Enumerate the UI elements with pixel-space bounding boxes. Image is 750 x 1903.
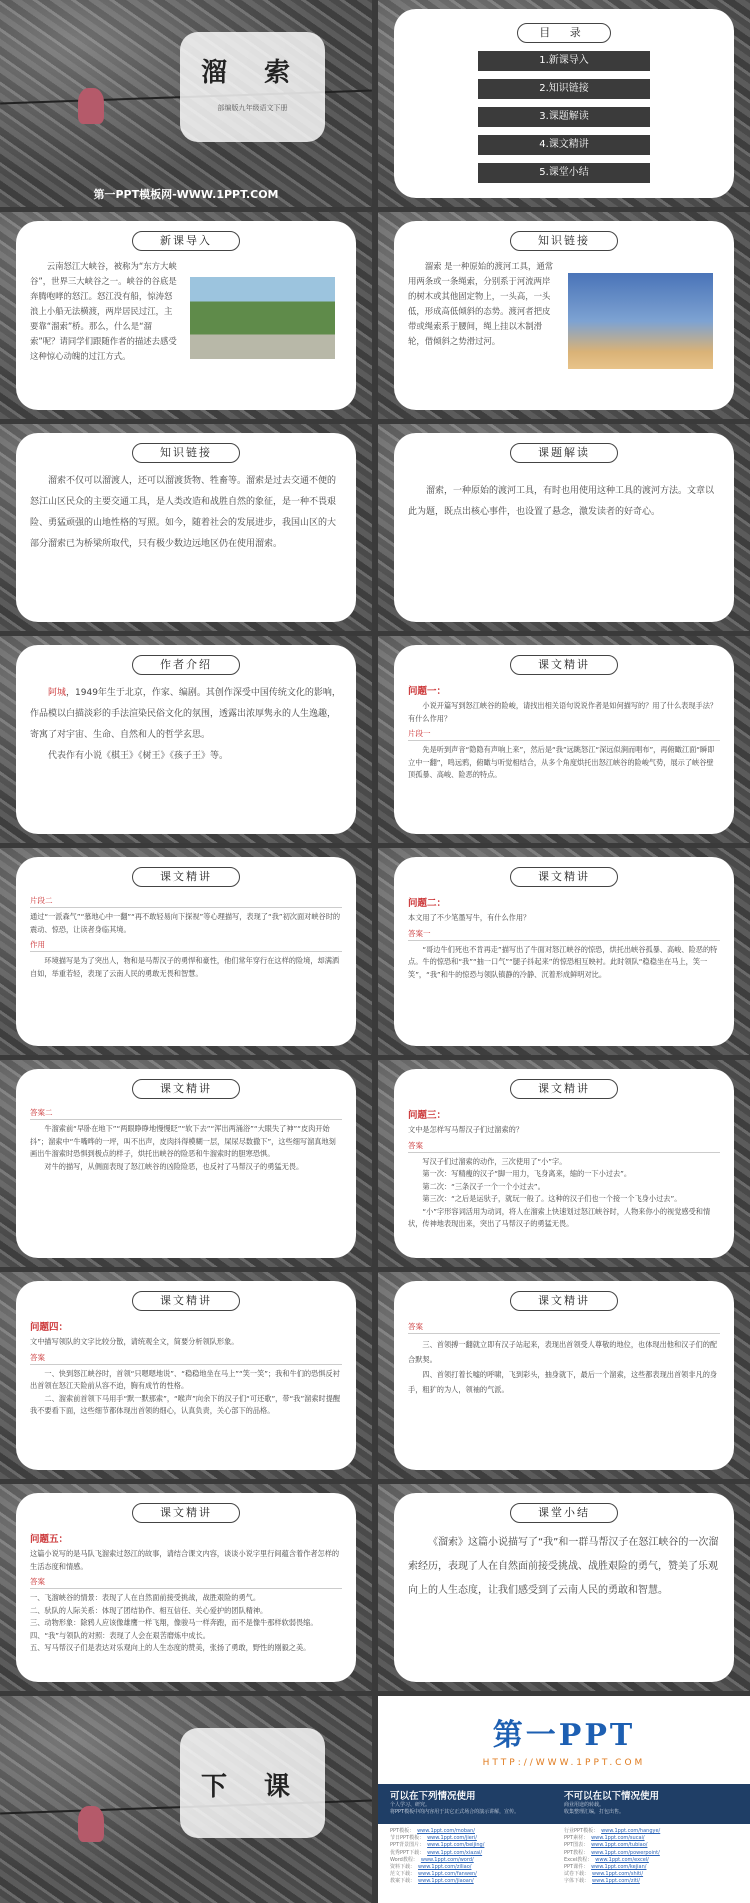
ad-right-link-label: PPT课件： — [564, 1864, 589, 1871]
author-bio: ，1949年生于北京，作家、编剧。其创作深受中国传统文化的影响，作品模以白描淡彩的手法渲染民俗文化的氛围，透露出浓厚隽永的人生逸趣，寄寓了对宇宙、生命、自然和人的哲学玄思。 — [30, 688, 341, 740]
ad-usage-band — [378, 1784, 750, 1824]
ad-right-link[interactable]: www.1ppt.com/ziti/ — [592, 1878, 640, 1885]
slide-lesson-7[interactable] — [378, 1272, 750, 1479]
lesson5-summary: “小”字形容词活用为动词，将人在溜索上快速划过怒江峡谷时，人物来你小的视觉感受和情状，传神地表现出来，突出了马帮汉子的勇猛无畏。 — [408, 1206, 711, 1228]
ad-right-link-row — [564, 1878, 738, 1885]
ad-can-title: 可以在下列情况使用 — [390, 1791, 476, 1802]
ad-links — [378, 1824, 750, 1890]
lesson3-answer: “哥边牛们死也不肯再走”描写出了牛面对怒江峡谷的惊恐，烘托出峡谷孤暴、高峻、险恶的特点。牛的惊恐和“我”“抽一口气”“腿子抖起来”的惊恐相互映衬。此时领队“稳稳坐在马上，笑一笑”，“我”和牛的惊恐与领队镇静的冷静、沉着形成鲜明对比。 — [408, 944, 718, 979]
ad-left-link-label: 节日PPT模板： — [390, 1835, 425, 1842]
slide-intro[interactable] — [0, 212, 372, 419]
knowledge1-text: 溜索 是一种原始的渡河工具，通常用两条或一条绳索，分别系于河流两岸的树木或其他固定物上，一头高，一头低，形成高低倾斜的态势。渡河者把皮带或绳索系于腰间，绳上挂以木制滑轮，借倾斜之势滑过河。 — [408, 261, 554, 346]
lesson2-answer: 通过“一派森气”“慕地心中一翻”“再不敢轻易向下探视”等心理描写，表现了“我”初次面对峡谷时的震动、惊恐，让读者身临其境。 — [30, 912, 341, 934]
lesson8-line-4: 四、“我”与领队的对照：表现了人会在艰苦磨炼中成长。 — [30, 1630, 210, 1640]
ad-right-link[interactable]: www.1ppt.com/shiti/ — [592, 1871, 644, 1878]
ad-right-link-label: 行业PPT模板： — [564, 1828, 599, 1834]
lesson4-title: 课文精讲 — [132, 1079, 240, 1099]
ad-cannot-title: 不可以在以下情况使用 — [564, 1791, 660, 1802]
ad-left-link[interactable]: www.1ppt.com/word/ — [420, 1856, 474, 1863]
ad-cannot-block — [564, 1788, 738, 1820]
lesson6-title: 课文精讲 — [132, 1291, 240, 1311]
ad-links-left — [390, 1828, 564, 1886]
ad-left-link-label: 资料下载： — [390, 1864, 416, 1871]
lesson5-line-4: 第三次：“之后是运驮子，就玩一般了。这种的汉子们也一个接一个飞身小过去”。 — [422, 1194, 682, 1203]
lesson3-card — [394, 857, 734, 1046]
lesson7-answer-label: 答案 — [408, 1321, 720, 1334]
ad-right-link-label: PPT图表： — [564, 1842, 589, 1849]
lesson2-effect-label: 作用 — [30, 939, 342, 952]
slide-ending[interactable] — [0, 1696, 372, 1903]
intro-text: 云南怒江大峡谷，被称为“东方大峡谷”，世界三大峡谷之一。峡谷的谷底是奔腾咆哮的怒江。怒江没有船，惊涛怒浪上小船无法横渡，两岸居民过江，主要靠“溜索”桥。那么，什么是“溜索”呢？请同学们跟随作者的描述去感受这种惊心动魄的过江方式。 — [30, 261, 177, 361]
lesson5-card — [394, 1069, 734, 1258]
lesson3-question-label: 问题二： — [408, 898, 447, 909]
canyon-photo — [190, 277, 335, 359]
slide-lesson-3[interactable] — [378, 848, 750, 1055]
lesson6-card — [16, 1281, 356, 1470]
ad-logo-text: 第一PPT — [492, 1718, 636, 1753]
ad-left-link-row — [390, 1878, 564, 1885]
ad-left-link-row — [390, 1842, 564, 1849]
ad-cannot-line-2: 收集整理汇编，打包出售。 — [564, 1809, 625, 1815]
ad-right-link-label: PPT教程： — [564, 1849, 589, 1856]
ad-left-link-row — [390, 1871, 564, 1878]
slide-summary[interactable] — [378, 1484, 750, 1691]
ad-left-link-label: PPT背景图片： — [390, 1842, 425, 1849]
slide-topic[interactable] — [378, 424, 750, 631]
author-name: 阿城 — [48, 688, 67, 698]
author-card — [16, 645, 356, 834]
ad-cannot-line-1: 商业用途的转载。 — [564, 1802, 605, 1808]
toc-item-4[interactable]: 4.课文精讲 — [478, 135, 650, 155]
lesson4-answer-label: 答案二 — [30, 1107, 342, 1120]
ad-left-link[interactable]: www.1ppt.com/jiaoan/ — [418, 1878, 474, 1885]
slide-lesson-6[interactable] — [0, 1272, 372, 1479]
ending-title-box — [180, 1728, 325, 1838]
ad-right-link[interactable]: www.1ppt.com/excel/ — [595, 1856, 649, 1863]
slide-toc[interactable] — [378, 0, 750, 207]
lesson6-answer-1: 一、快到怒江峡谷时，首领“只嗯嗯地说”、“稳稳地坐在马上”“笑一笑”；我和牛们的恐惧反衬出首领在怒江天险前从容不迫，胸有成竹的性格。 — [30, 1368, 340, 1390]
ad-can-line-1: 个人学习、研究。 — [390, 1802, 431, 1808]
lesson8-question: 这篇小说写的是马队飞溜索过怒江的故事，请结合课文内容，谈谈小说字里行间蕴含着作者怎样的生活态度和情感。 — [30, 1549, 340, 1571]
ad-right-link[interactable]: www.1ppt.com/hangye/ — [601, 1828, 661, 1834]
slide-lesson-8[interactable] — [0, 1484, 372, 1691]
author-title: 作者介绍 — [132, 655, 240, 675]
lesson3-question: 本文用了不少笔墨写牛，有什么作用？ — [408, 913, 531, 922]
ad-left-link[interactable]: www.1ppt.com/ziliao/ — [418, 1864, 472, 1871]
person-figure — [78, 88, 104, 124]
ad-right-link[interactable]: www.1ppt.com/kejian/ — [591, 1864, 647, 1871]
lesson1-title: 课文精讲 — [510, 655, 618, 675]
lesson2-answer-label: 片段二 — [30, 895, 342, 908]
ad-left-link-row — [390, 1850, 564, 1857]
lesson8-card — [16, 1493, 356, 1682]
ad-left-link[interactable]: www.1ppt.com/fanwen/ — [418, 1871, 477, 1878]
lesson6-question: 文中描写领队的文字比较分散，请统观全文，简要分析领队形象。 — [30, 1337, 239, 1346]
ad-right-link-label: 试卷下载： — [564, 1871, 590, 1878]
toc-item-5[interactable]: 5.课堂小结 — [478, 163, 650, 183]
summary-card — [394, 1493, 734, 1682]
knowledge1-title: 知识链接 — [510, 231, 618, 251]
ad-right-link-row — [564, 1850, 738, 1857]
ad-left-link-row — [390, 1864, 564, 1871]
ending-title: 下 课 — [200, 1772, 305, 1802]
ad-right-link[interactable]: www.1ppt.com/tubiao/ — [591, 1842, 648, 1849]
lesson8-title: 课文精讲 — [132, 1503, 240, 1523]
slide-lesson-1[interactable] — [378, 636, 750, 843]
ad-left-link[interactable]: www.1ppt.com/beijing/ — [427, 1842, 485, 1849]
ad-left-link-label: 范文下载： — [390, 1871, 416, 1878]
lesson2-card — [16, 857, 356, 1046]
topic-card — [394, 433, 734, 622]
slide-lesson-5[interactable] — [378, 1060, 750, 1267]
lesson1-answer: 先是听到声音“隐隐有声响上来”，然后是“我”远眺怒江“深远似涧而唱布”，再俯瞰江面“瞬即立中一翻”，鸣远鸦，俯瞰与听觉相结合，从多个角度烘托出怒江峡谷的险峻气势，展示了峡谷壁顶孤暴、高峻、险恶的特点。 — [408, 745, 715, 779]
intro-title: 新课导入 — [132, 231, 240, 251]
lesson8-line-2: 二、驮队的人际关系：体现了团结协作、相互信任、关心爱护的团队精神。 — [30, 1605, 268, 1615]
lesson5-line-3: 第二次：“三条汉子一个一个小过去”。 — [422, 1181, 545, 1191]
ad-right-link[interactable]: www.1ppt.com/sucai/ — [591, 1835, 645, 1842]
summary-title: 课堂小结 — [510, 1503, 618, 1523]
lesson6-answer-2: 二、溜索前首领下马用手“默一默那索”，“喉声”向余下的汉子们“可还歌”，带“我”溜索时提醒我不要看下面，这些细节都体现出首领的细心，认真负责，关心部下的品格。 — [30, 1393, 341, 1415]
lesson7-answer-2: 四、首领打着长嘘的呼啸，飞到彩头，抽身就下，最后一个溜索，这些都表现出首领非凡的身手，粗犷的为人，领袖的气派。 — [408, 1370, 718, 1394]
toc-item-3[interactable]: 3.课题解读 — [478, 107, 650, 127]
lesson5-title: 课文精讲 — [510, 1079, 618, 1099]
ad-left-link-label: Word教程： — [390, 1856, 418, 1863]
knowledge2-text: 溜索不仅可以溜渡人，还可以溜渡货物、牲畜等。溜索是过去交通不便的怒江山区民众的主要交通工具，是人类改造和战胜自然的象征，是一种不畏艰险、勇猛顽强的山地性格的写照。如今，随着社会的发展进步，我国山区的大部分溜索已为桥梁所取代，只有极少数边远地区仍在使用溜索。 — [30, 476, 337, 549]
lesson2-effect: 环境描写是为了突出人，物和是马帮汉子的勇悍和豪性，他们常年穿行在这样的险境，却满洒自如，举重若轻，表现了云南人民的勇敢无畏和智慧。 — [30, 956, 340, 978]
ad-left-link-label: PPT模板： — [390, 1828, 415, 1834]
lesson5-line-2: 第一次：写精瘦的汉子“脚一用力，飞身离来，缩的一下小过去”。 — [422, 1169, 632, 1178]
author-works: 代表作有小说《棋王》《树王》《孩子王》等。 — [48, 751, 229, 761]
slide-knowledge-2[interactable] — [0, 424, 372, 631]
knowledge2-card — [16, 433, 356, 622]
ad-can-line-2: 将PPT模板中的内容用于其它正式场合的演示讲解，宣传。 — [390, 1809, 520, 1815]
ad-left-link[interactable]: www.1ppt.com/xiazai/ — [427, 1849, 483, 1856]
ad-left-link-label: 优秀PPT下载： — [390, 1849, 425, 1856]
slide-knowledge-1[interactable] — [378, 212, 750, 419]
toc-title: 目 录 — [517, 23, 611, 43]
lesson8-line-1: 一、飞溜峡谷的情景：表现了人在自然面前接受挑战，战胜艰险的勇气。 — [30, 1593, 261, 1602]
lesson4-answer: 牛溜索前“早卧在地下”“两眼睁睁地慢慢眨”“软下去”“浑出两涌浴”“大眼失了神”“皮肉开始抖”；溜索中“牛嘴哗的一坪，叫不出声，皮肉抖得模糊一层，屎尿尽数撒下”，这些细写溜真地刻画出牛溜索时恐惧到极点的样子，烘托出峡谷的险恶和牛溜索时的胆寒恐惧。 — [30, 1124, 336, 1158]
intro-card — [16, 221, 356, 410]
lesson8-line-3: 三、动物形象：除鸦人应该像雄鹰一样飞翔，像骏马一样奔跑，而不是像牛那样软弱畏缩。 — [30, 1618, 318, 1627]
slide-author[interactable] — [0, 636, 372, 843]
ad-url[interactable]: HTTP://WWW.1PPT.COM — [482, 1758, 646, 1768]
lesson5-question: 文中是怎样写马帮汉子们过溜索的？ — [408, 1125, 524, 1134]
ad-left-link[interactable]: www.1ppt.com/jieri/ — [427, 1835, 477, 1842]
knowledge2-title: 知识链接 — [132, 443, 240, 463]
lesson4-card — [16, 1069, 356, 1258]
lesson5-line-1: 写汉子们过溜索的动作，三次使用了“小”字。 — [422, 1156, 567, 1166]
knowledge1-card — [394, 221, 734, 410]
lesson1-question-label: 问题一： — [408, 686, 447, 697]
ad-right-link-row — [564, 1857, 738, 1864]
ad-right-link-label: Excel教程： — [564, 1856, 593, 1863]
lesson8-answer-label: 答案 — [30, 1576, 342, 1589]
ad-left-link[interactable]: www.1ppt.com/moban/ — [417, 1828, 475, 1834]
ad-right-link-label: PPT素材： — [564, 1835, 589, 1842]
author-text — [30, 683, 342, 746]
ad-right-link[interactable]: www.1ppt.com/powerpoint/ — [591, 1849, 660, 1856]
cover-title-box — [180, 32, 325, 142]
topic-text: 溜索，一种原始的渡河工具，有时也用使用这种工具的渡河方法。文章以此为题，既点出核心事件，也设置了悬念，激发读者的好奇心。 — [408, 486, 715, 517]
lesson5-question-label: 问题三： — [408, 1110, 447, 1121]
topic-title: 课题解读 — [510, 443, 618, 463]
summary-text: 《溜索》这篇小说描写了“我”和一群马帮汉子在怒江峡谷的一次溜索经历，表现了人在自然面前接受挑战、战胜艰险的勇气，赞美了乐观向上的人生态度，让我们感受到了云南人民的勇敢和智慧。 — [408, 1537, 719, 1596]
slide-cover[interactable] — [0, 0, 372, 207]
ad-can-block — [390, 1788, 564, 1820]
cover-title: 溜 索 — [200, 58, 305, 88]
lesson1-question: 小说开篇写到怒江峡谷的险峻，请找出相关语句说说作者是如何描写的？用了什么表现手法？有什么作用？ — [408, 701, 718, 723]
ad-left-link-row — [390, 1857, 564, 1864]
lesson7-title: 课文精讲 — [510, 1291, 618, 1311]
person-figure-2 — [78, 1806, 104, 1842]
toc-item-1[interactable]: 1.新课导入 — [478, 51, 650, 71]
ad-right-link-row — [564, 1871, 738, 1878]
toc-card — [394, 9, 734, 198]
lesson7-card — [394, 1281, 734, 1470]
ad-right-link-row — [564, 1864, 738, 1871]
lesson6-question-label: 问题四： — [30, 1322, 69, 1333]
lesson2-title: 课文精讲 — [132, 867, 240, 887]
ad-right-link-row — [564, 1842, 738, 1849]
lesson1-answer-label: 片段一 — [408, 728, 720, 741]
slide-ad[interactable] — [378, 1696, 750, 1903]
ad-left-link-label: 教案下载： — [390, 1878, 416, 1885]
lesson6-answer-label: 答案 — [30, 1352, 342, 1365]
lesson1-card — [394, 645, 734, 834]
cover-subtitle: 部编版九年级语文下册 — [217, 104, 288, 112]
lesson3-answer-label: 答案一 — [408, 928, 720, 941]
slide-lesson-2[interactable] — [0, 848, 372, 1055]
lesson8-question-label: 问题五： — [30, 1534, 69, 1545]
lesson5-answer-label: 答案 — [408, 1140, 720, 1153]
ad-right-link-label: 字体下载： — [564, 1878, 590, 1885]
lesson7-answer-1: 三、首领搏一翻就立即有汉子站起来，表现出首领受人尊敬的地位，也体现出他和汉子们的配合默契。 — [408, 1340, 718, 1364]
lesson3-title: 课文精讲 — [510, 867, 618, 887]
slide-lesson-4[interactable] — [0, 1060, 372, 1267]
ad-logo — [378, 1696, 750, 1784]
lesson8-line-5: 五、写马帮汉子们是表达对乐观向上的人生态度的赞美，张扬了勇敢，野性的刚毅之美。 — [30, 1643, 311, 1652]
toc-item-2[interactable]: 2.知识链接 — [478, 79, 650, 99]
cover-footer: 第一PPT模板网-WWW.1PPT.COM — [93, 188, 279, 201]
sky-photo — [568, 273, 713, 369]
lesson4-answer-2: 对牛的描写，从侧面表现了怒江峡谷的凶险险恶，也反衬了马帮汉子的勇猛无畏。 — [44, 1161, 304, 1171]
ad-links-right — [564, 1828, 738, 1886]
